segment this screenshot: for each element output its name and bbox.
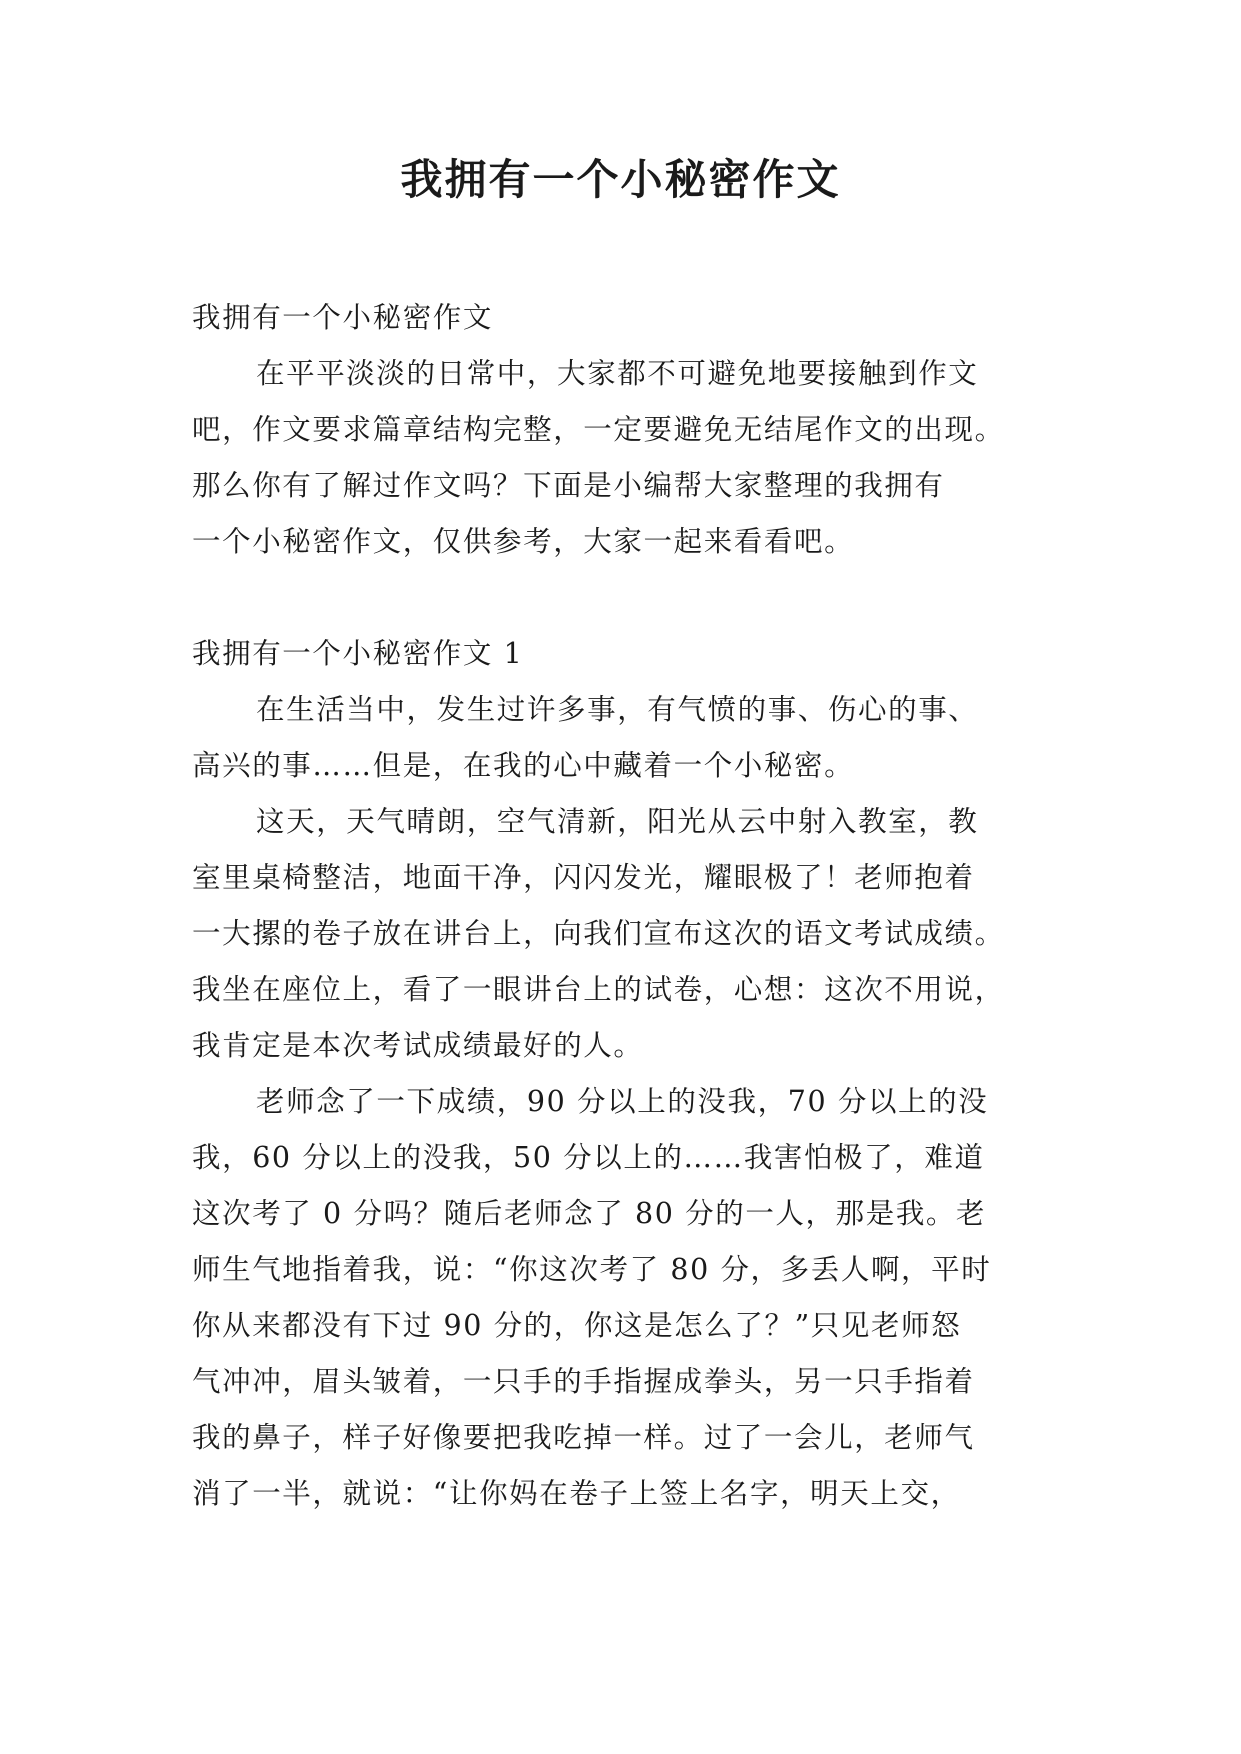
section-paragraph-3 <box>192 1074 1052 1522</box>
intro-heading: 我拥有一个小秘密作文 <box>192 301 494 334</box>
paragraph-line: 我的鼻子，样子好像要把我吃掉一样。过了一会儿，老师气 <box>192 1421 975 1454</box>
blank-line <box>192 570 1052 626</box>
paragraph-line: 老师念了一下成绩，90 分以上的没我，70 分以上的没 <box>256 1085 989 1118</box>
paragraph-line: 我，60 分以上的没我，50 分以上的……我害怕极了，难道 <box>192 1141 985 1174</box>
paragraph-line: 一大摞的卷子放在讲台上，向我们宣布这次的语文考试成绩。 <box>192 917 1005 950</box>
paragraph-line: 一个小秘密作文，仅供参考，大家一起来看看吧。 <box>192 525 855 558</box>
document-body <box>192 290 1052 1522</box>
section-heading: 我拥有一个小秘密作文 1 <box>192 637 524 670</box>
paragraph-line: 我坐在座位上，看了一眼讲台上的试卷，心想：这次不用说， <box>192 973 1005 1006</box>
paragraph-line: 师生气地指着我，说：“你这次考了 80 分，多丢人啊，平时 <box>192 1253 992 1286</box>
document-title: 我拥有一个小秘密作文 <box>400 155 841 204</box>
section-paragraph-2 <box>192 794 1052 1074</box>
paragraph-line: 室里桌椅整洁，地面干净，闪闪发光，耀眼极了！老师抱着 <box>192 861 975 894</box>
paragraph-line: 消了一半，就说：“让你妈在卷子上签上名字，明天上交， <box>192 1477 961 1510</box>
paragraph-line: 你从来都没有下过 90 分的，你这是怎么了？”只见老师怒 <box>192 1309 962 1342</box>
paragraph-line: 在平平淡淡的日常中，大家都不可避免地要接触到作文 <box>256 357 979 390</box>
paragraph-line: 高兴的事……但是，在我的心中藏着一个小秘密。 <box>192 749 855 782</box>
paragraph-line: 那么你有了解过作文吗？下面是小编帮大家整理的我拥有 <box>192 469 945 502</box>
paragraph-line: 这天，天气晴朗，空气清新，阳光从云中射入教室，教 <box>256 805 979 838</box>
paragraph-line: 我肯定是本次考试成绩最好的人。 <box>192 1029 644 1062</box>
intro-paragraph <box>192 346 1052 570</box>
paragraph-line: 这次考了 0 分吗？随后老师念了 80 分的一人，那是我。老 <box>192 1197 987 1230</box>
paragraph-line: 气冲冲，眉头皱着，一只手的手指握成拳头，另一只手指着 <box>192 1365 975 1398</box>
paragraph-line: 在生活当中，发生过许多事，有气愤的事、伤心的事、 <box>256 693 979 726</box>
paragraph-line: 吧，作文要求篇章结构完整，一定要避免无结尾作文的出现。 <box>192 413 1005 446</box>
section-paragraph-1 <box>192 682 1052 794</box>
